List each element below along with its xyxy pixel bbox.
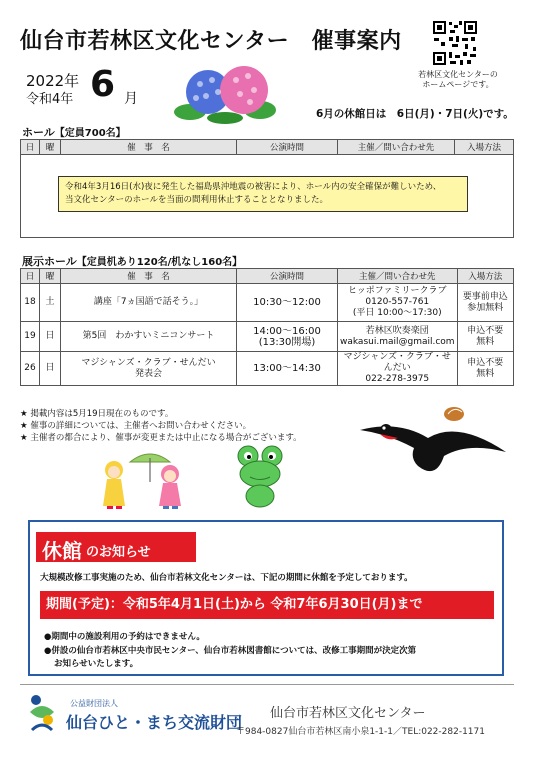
foundation-logo-icon	[26, 690, 58, 738]
note-item: ★ 掲載内容は5月19日現在のものです。	[20, 409, 174, 419]
swallow-illustration-icon	[358, 400, 508, 484]
row-entry	[457, 322, 513, 352]
entry-fee: 無料	[476, 336, 495, 347]
hall-header-row	[21, 140, 514, 155]
org-email: wakasui.mail@gmail.com	[340, 336, 455, 347]
foundation-name: 仙台ひと・まち交流財団	[66, 713, 243, 732]
closure-bullet: ●期間中の施設利用の予約はできません。	[44, 632, 205, 642]
col-entry: 入場方法	[457, 269, 513, 284]
col-event: 催 事 名	[61, 269, 237, 284]
closure-header-small: のお知らせ	[86, 545, 151, 560]
col-time: 公演時間	[237, 269, 338, 284]
entry-fee: 参加無料	[467, 302, 504, 313]
footer-divider	[20, 684, 514, 685]
hydrangea-illustration-icon	[170, 62, 280, 124]
note-item: ★ 催事の詳細については、主催者へお問い合わせください。	[20, 421, 252, 431]
center-name: 仙台市若林区文化センター	[270, 706, 426, 721]
org-name: マジシャンズ・クラブ・せんだい	[343, 352, 451, 373]
row-dow: 日	[40, 352, 61, 386]
exhibition-table	[20, 268, 514, 386]
month-unit: 月	[124, 91, 138, 107]
org-phone: 022-278-3975	[365, 374, 430, 384]
qr-caption	[410, 70, 506, 90]
row-time-text: 14:00～16:00	[253, 325, 321, 337]
hall-suspension-notice	[58, 176, 468, 212]
col-entry: 入場方法	[455, 140, 514, 155]
entry-method: 申込不要	[467, 357, 504, 368]
exhibition-capacity: 【定員机あり120名/机なし160名】	[76, 257, 243, 268]
row-time-text: 13:00～14:30	[253, 363, 321, 374]
hall-capacity: 【定員700名】	[54, 128, 126, 139]
exhibition-header-row	[21, 269, 514, 284]
col-day: 日	[21, 140, 40, 155]
row-event	[61, 352, 237, 386]
children-umbrella-illustration-icon	[92, 448, 202, 510]
table-row	[21, 284, 514, 322]
closure-header	[36, 532, 196, 562]
closure-bullet: ●併設の仙台市若林区中央市民センター、仙台市若林図書館については、改修工事期間が決定次第	[44, 646, 417, 656]
row-dow: 日	[40, 322, 61, 352]
row-organizer	[338, 352, 458, 386]
row-organizer	[338, 322, 458, 352]
closed-days-notice: 6月の休館日は 6日(月)・7日(火)です。	[316, 108, 514, 120]
row-event: 講座「7ヵ国語で話そう。」	[61, 284, 237, 322]
col-day: 日	[21, 269, 40, 284]
col-dow: 曜	[40, 140, 61, 155]
row-time-text: 10:30～12:00	[253, 297, 321, 308]
org-phone: 0120-557-761	[365, 297, 430, 307]
entry-fee: 無料	[476, 368, 495, 379]
notes-list	[20, 408, 302, 444]
org-name: ヒッポファミリークラブ	[348, 286, 447, 296]
col-event: 催 事 名	[61, 140, 237, 155]
qr-code-icon[interactable]	[432, 20, 478, 66]
closure-period: 期間(予定)：令和5年4月1日(土)から 令和7年6月30日(月)まで	[40, 591, 494, 619]
qr-caption-line2: ホームページです。	[422, 80, 494, 89]
page-title: 仙台市若林区文化センター 催事案内	[20, 29, 402, 54]
row-entry	[457, 352, 513, 386]
table-row	[21, 322, 514, 352]
row-event: 第5回 わかすいミニコンサート	[61, 322, 237, 352]
entry-method: 申込不要	[467, 325, 504, 336]
row-time	[237, 322, 338, 352]
closure-lead: 大規模改修工事実施のため、仙台市若林文化センターは、下記の期間に休館を予定しております。	[40, 573, 413, 583]
closure-header-big: 休館	[42, 539, 82, 563]
row-entry	[457, 284, 513, 322]
hall-section-title	[22, 124, 126, 140]
col-organizer: 主催／問い合わせ先	[338, 140, 455, 155]
frog-illustration-icon	[232, 444, 288, 510]
row-event-line2: 発表会	[134, 368, 162, 379]
year-label: 2022年	[26, 72, 80, 90]
row-time	[237, 284, 338, 322]
col-organizer: 主催／問い合わせ先	[338, 269, 458, 284]
row-day: 26	[21, 352, 40, 386]
hall-title: ホール	[22, 126, 55, 139]
col-time: 公演時間	[237, 140, 338, 155]
entry-method: 要事前申込	[462, 291, 508, 302]
row-time-open: (13:30開場)	[258, 336, 316, 348]
center-address: 〒984-0827仙台市若林区南小泉1-1-1／TEL:022-282-1171	[236, 727, 485, 737]
qr-caption-line1: 若林区文化センターの	[418, 70, 498, 79]
row-day: 19	[21, 322, 40, 352]
reiwa-label: 令和4年	[26, 92, 74, 107]
row-time	[237, 352, 338, 386]
row-organizer	[338, 284, 458, 322]
notice-line2: 当文化センターのホールを当面の間利用休止することとなりました。	[65, 195, 328, 205]
exhibition-section-title	[22, 253, 242, 269]
table-row	[21, 352, 514, 386]
row-event-line1: マジシャンズ・クラブ・せんだい	[81, 357, 216, 368]
closure-bullet-continued: お知らせいたします。	[54, 659, 139, 669]
month-number: 6	[90, 64, 116, 105]
row-day: 18	[21, 284, 40, 322]
col-dow: 曜	[40, 269, 61, 284]
note-item: ★ 主催者の都合により、催事が変更または中止になる場合がございます。	[20, 433, 302, 443]
foundation-type: 公益財団法人	[70, 699, 118, 708]
notice-line1: 令和4年3月16日(水)夜に発生した福島県沖地震の被害により、ホール内の安全確保が難しいため、	[65, 182, 442, 192]
org-name: 若林区吹奏楽団	[365, 325, 429, 336]
row-dow: 土	[40, 284, 61, 322]
exhibition-title: 展示ホール	[22, 255, 77, 268]
org-hours: (平日 10:00～17:30)	[352, 308, 442, 318]
